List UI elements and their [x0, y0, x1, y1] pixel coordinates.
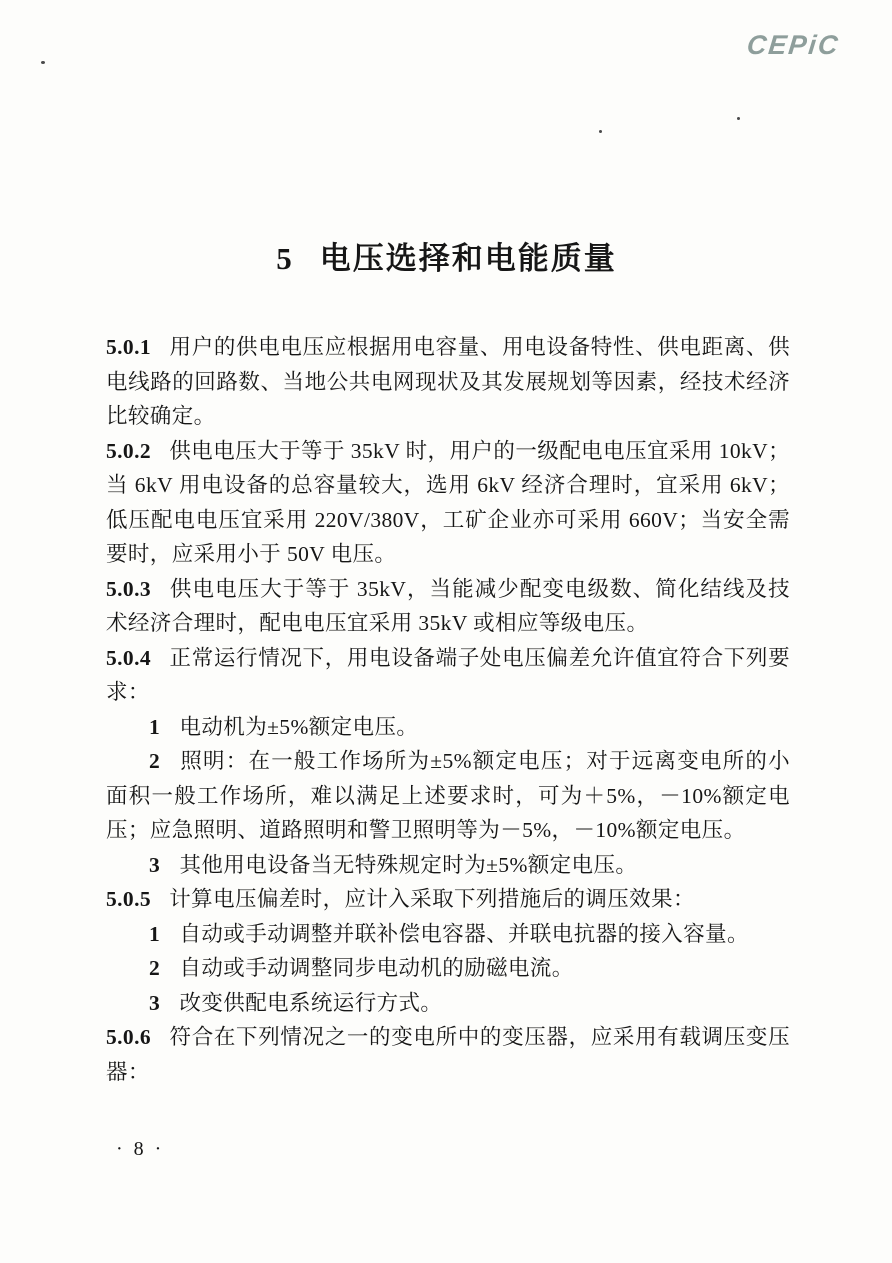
- sub-item-text: 其他用电设备当无特殊规定时为±5%额定电压。: [179, 852, 638, 877]
- sub-item-paragraph: [106, 951, 790, 986]
- chapter-title: [105, 233, 788, 278]
- cepic-logo: CEPiC: [745, 30, 842, 60]
- clause-paragraph: [106, 434, 790, 572]
- clause-number: 5.0.1: [106, 335, 151, 359]
- clause-paragraph: [106, 1020, 790, 1089]
- clause-paragraph: [106, 882, 790, 917]
- clause-text: 用户的供电电压应根据用电容量、用电设备特性、供电距离、供电线路的回路数、当地公共电网现状及其发展规划等因素，经技术经济比较确定。: [106, 335, 790, 428]
- sub-item-number: 1: [149, 921, 161, 946]
- clause-text: 正常运行情况下，用电设备端子处电压偏差允许值宜符合下列要求：: [106, 645, 790, 704]
- clause-text: 计算电压偏差时，应计入采取下列措施后的调压效果：: [169, 887, 695, 911]
- sub-item-text: 照明：在一般工作场所为±5%额定电压；对于远离变电所的小面积一般工作场所，难以满足上述要求时，可为＋5%，－10%额定电压；应急照明、道路照明和警卫照明等为－5%，－10%额定电压。: [106, 749, 790, 842]
- clause-number: 5.0.2: [106, 438, 151, 463]
- clause-text: 符合在下列情况之一的变电所中的变压器，应采用有载调压变压器：: [106, 1025, 790, 1084]
- scan-artifact: [599, 130, 602, 133]
- clause-number: 5.0.5: [106, 887, 151, 911]
- sub-item-paragraph: [106, 917, 790, 952]
- chapter-number: 5: [276, 241, 294, 276]
- sub-item-paragraph: [106, 710, 790, 745]
- sub-item-paragraph: [106, 848, 790, 883]
- sub-item-number: 1: [149, 714, 161, 739]
- clause-text: 供电电压大于等于 35kV，当能减少配变电级数、简化结线及技术经济合理时，配电电压宜采用 35kV 或相应等级电压。: [106, 576, 790, 635]
- clause-number: 5.0.4: [106, 645, 151, 670]
- sub-item-text: 改变供配电系统运行方式。: [179, 990, 443, 1015]
- sub-item-text: 自动或手动调整同步电动机的励磁电流。: [179, 956, 574, 980]
- scan-artifact: [41, 61, 45, 64]
- sub-item-number: 2: [149, 749, 161, 773]
- scan-artifact: [737, 117, 740, 120]
- chapter-title-text: 电压选择和电能质量: [319, 241, 617, 276]
- sub-item-paragraph: [106, 744, 790, 848]
- clause-number: 5.0.6: [106, 1025, 151, 1049]
- clause-paragraph: [106, 572, 790, 641]
- sub-item-text: 电动机为±5%额定电压。: [179, 714, 419, 739]
- clause-paragraph: [106, 641, 790, 710]
- sub-item-number: 2: [149, 956, 161, 980]
- sub-item-paragraph: [106, 986, 790, 1021]
- body-text: [106, 330, 790, 1089]
- clause-number: 5.0.3: [106, 576, 151, 601]
- clause-paragraph: [106, 330, 790, 434]
- page-number: · 8 ·: [116, 1138, 165, 1160]
- sub-item-text: 自动或手动调整并联补偿电容器、并联电抗器的接入容量。: [179, 921, 749, 946]
- sub-item-number: 3: [149, 852, 161, 877]
- sub-item-number: 3: [149, 990, 161, 1015]
- clause-text: 供电电压大于等于 35kV 时，用户的一级配电电压宜采用 10kV；当 6kV 用电设备的总容量较大，选用 6kV 经济合理时，宜采用 6kV；低压配电电压宜采用 220V/380V，工矿企业亦可采用 660V；当安全需要时，应采用小于 50V 电压。: [106, 438, 790, 566]
